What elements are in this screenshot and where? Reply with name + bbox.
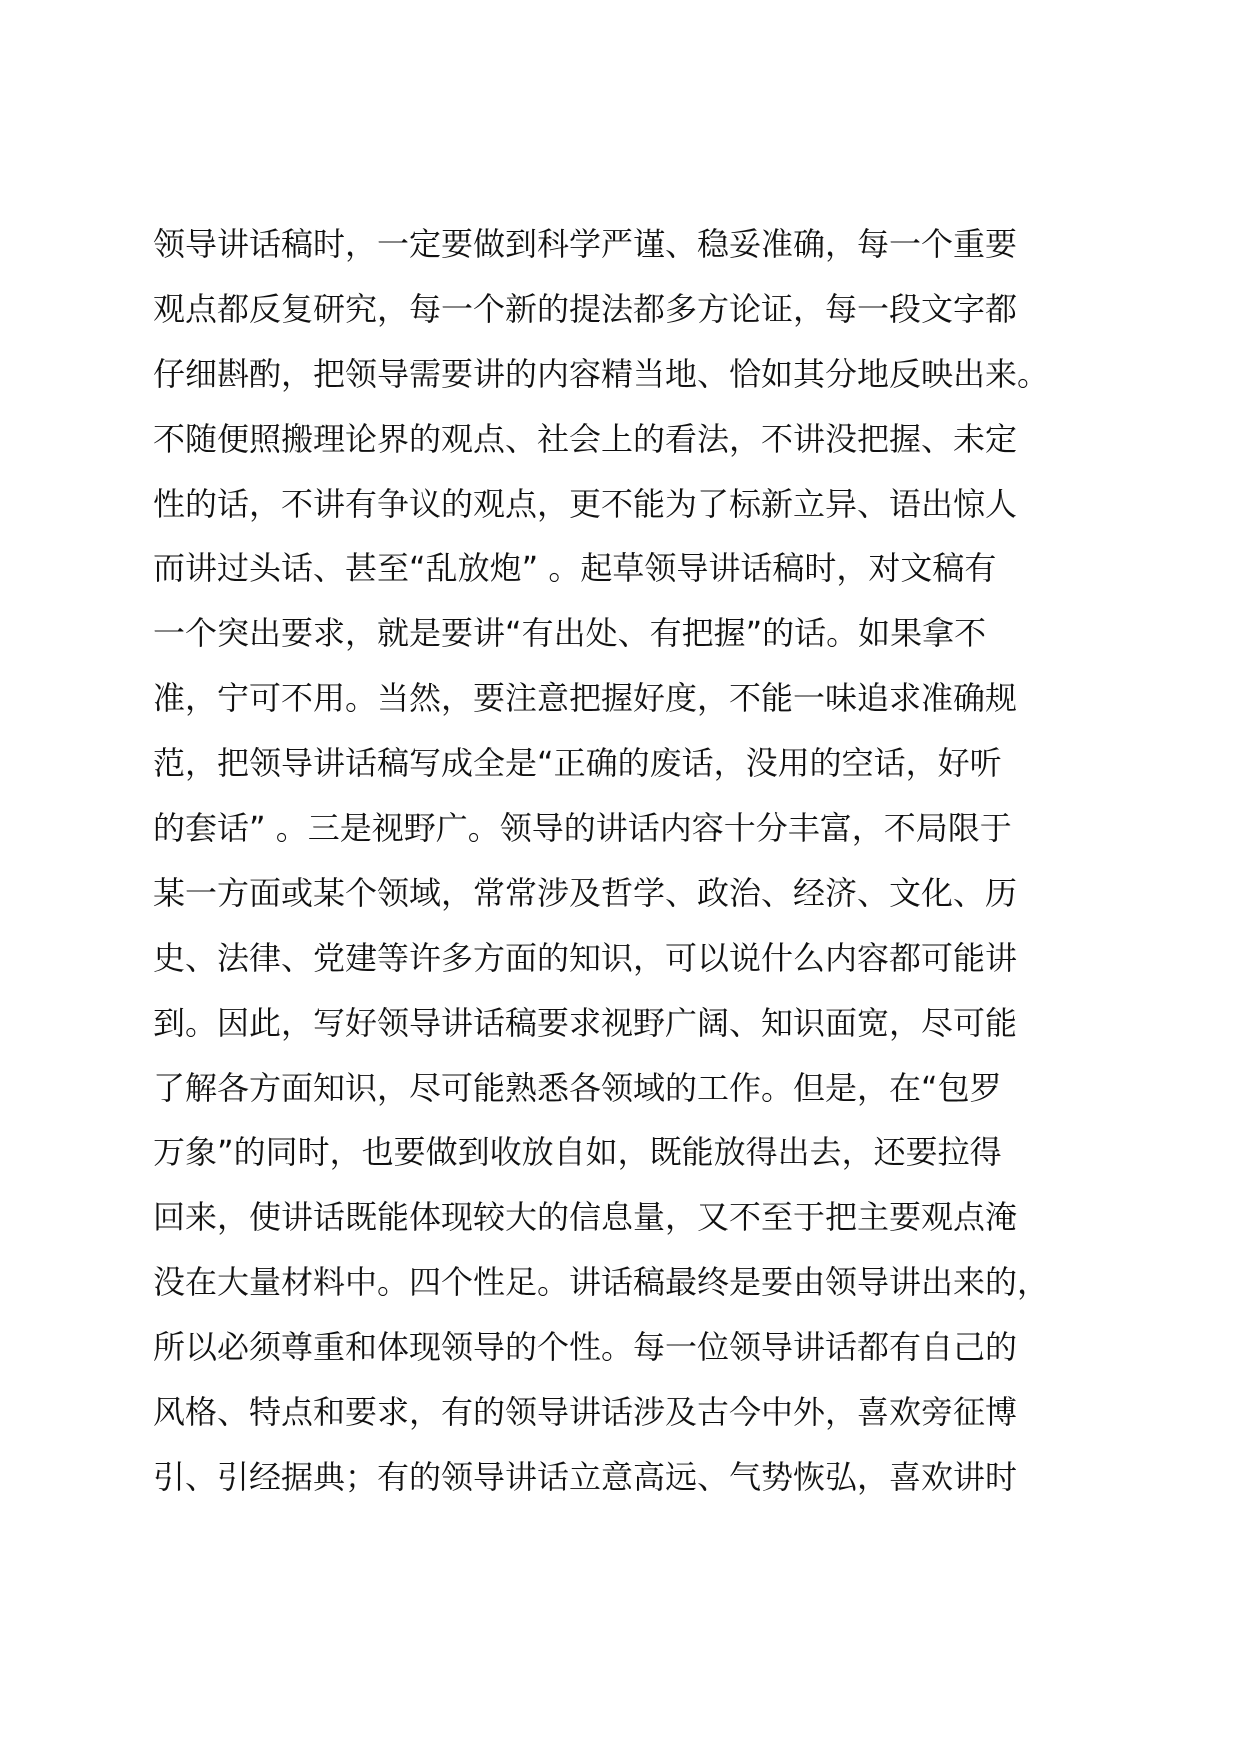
text-line: 不随便照搬理论界的观点、社会上的看法，不讲没把握、未定 [153, 419, 1018, 458]
text-line: 引、引经据典；有的领导讲话立意高远、气势恢弘，喜欢讲时 [153, 1457, 1018, 1496]
text-line: 万象”的同时，也要做到收放自如，既能放得出去，还要拉得 [153, 1133, 1002, 1172]
text-line: 范，把领导讲话稿写成全是“正确的废话，没用的空话，好听 [153, 744, 1002, 783]
text-line: 准，宁可不用。当然，要注意把握好度，不能一味追求准确规 [153, 679, 1018, 718]
text-line: 所以必须尊重和体现领导的个性。每一位领导讲话都有自己的 [153, 1328, 1018, 1367]
text-line: 性的话，不讲有争议的观点，更不能为了标新立异、语出惊人 [153, 484, 1018, 523]
text-line: 仔细斟酌，把领导需要讲的内容精当地、恰如其分地反映出来。 [153, 354, 1050, 393]
text-line: 史、法律、党建等许多方面的知识，可以说什么内容都可能讲 [153, 938, 1018, 977]
body-text [153, 212, 1153, 1510]
text-line: 观点都反复研究，每一个新的提法都多方论证，每一段文字都 [153, 289, 1018, 328]
text-line: 的套话” 。三是视野广。领导的讲话内容十分丰富，不局限于 [153, 809, 1012, 848]
text-line: 回来，使讲话既能体现较大的信息量，又不至于把主要观点淹 [153, 1198, 1018, 1237]
text-line: 领导讲话稿时，一定要做到科学严谨、稳妥准确，每一个重要 [153, 225, 1018, 263]
text-line: 没在大量材料中。四个性足。讲话稿最终是要由领导讲出来的， [153, 1263, 1050, 1302]
text-line: 风格、特点和要求，有的领导讲话涉及古今中外，喜欢旁征博 [153, 1393, 1018, 1432]
text-line: 了解各方面知识，尽可能熟悉各领域的工作。但是，在“包罗 [153, 1068, 1002, 1107]
text-line: 到。因此，写好领导讲话稿要求视野广阔、知识面宽，尽可能 [153, 1003, 1018, 1042]
text-line: 而讲过头话、甚至“乱放炮” 。起草领导讲话稿时，对文稿有 [153, 549, 997, 588]
text-line: 某一方面或某个领域，常常涉及哲学、政治、经济、文化、历 [153, 873, 1018, 912]
text-line: 一个突出要求，就是要讲“有出处、有把握”的话。如果拿不 [153, 614, 987, 653]
